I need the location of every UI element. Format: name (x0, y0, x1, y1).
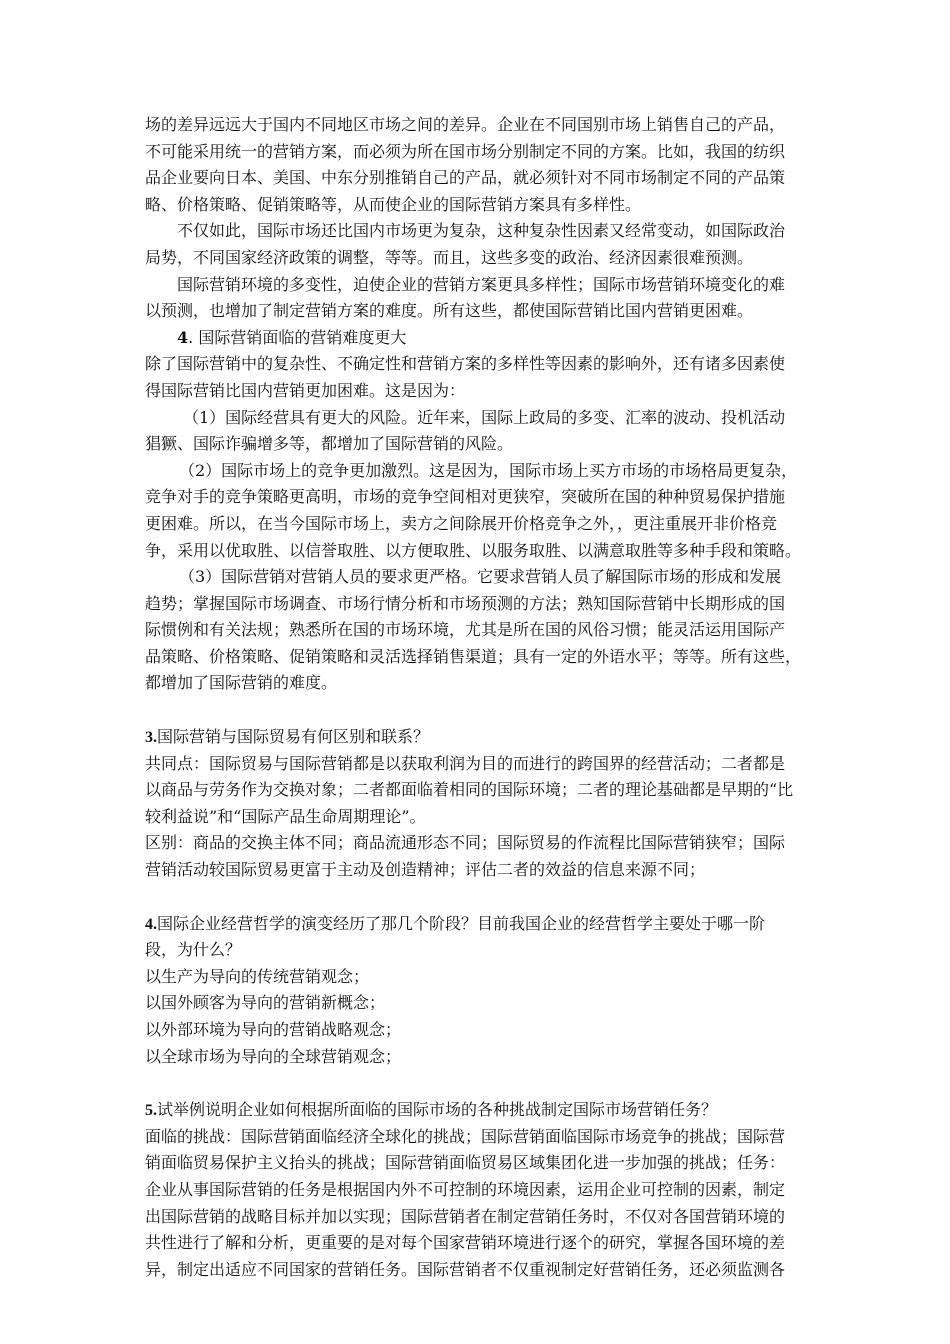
question-text: 国际营销与国际贸易有何区别和联系？ (157, 727, 430, 747)
paragraph-variability (145, 272, 810, 325)
text-line: 营销活动较国际贸易更富于主动及创造精神；评估二者的效益的信息来源不同； (145, 860, 706, 880)
text-line: 际惯例和有关法规；熟悉所在国的市场环境，尤其是所在国的风俗习惯；能灵活运用国际产 (145, 620, 786, 640)
text-line: 以商品与劳务作为交换对象；二者都面临着相同的国际环境；二者的理论基础都是早期的“比 (145, 780, 794, 800)
text-line: 共同点：国际贸易与国际营销都是以获取利润为目的而进行的跨国界的经营活动；二者都是 (145, 753, 786, 773)
heading-number: 4 (177, 327, 189, 347)
paragraph-difficulty-intro (145, 351, 810, 404)
spacer (145, 697, 810, 724)
text-line: 品策略、价格策略、促销策略和灵活选择销售渠道；具有一定的外语水平；等等。所有这些， (145, 646, 802, 666)
heading-text: . 国际营销面临的营销难度更大 (188, 327, 407, 347)
spacer (145, 1070, 810, 1097)
spacer (145, 884, 810, 911)
text-line: 场的差异远远大于国内不同地区市场之间的差异。企业在不同国别市场上销售自己的产品， (145, 115, 786, 134)
text-line: 除了国际营销中的复杂性、不确定性和营销方案的多样性等因素的影响外，还有诸多因素使 (145, 354, 786, 374)
text-line: 以外部环境为导向的营销战略观念； (145, 1020, 402, 1039)
question-text: 试举例说明企业如何根据所面临的国际市场的各种挑战制定国际市场营销任务？ (157, 1100, 718, 1120)
paragraph-complexity (145, 218, 810, 271)
text-line: 共性进行了解和分析，更重要的是对每个国家营销环境进行逐个的研究，掌握各国环境的差 (145, 1233, 786, 1253)
text-line: （1）国际经营具有更大的风险。近年来，国际上政局的多变、汇率的波动、投机活动 (183, 407, 786, 427)
question-text: 国际企业经营哲学的演变经历了那几个阶段？目前我国企业的经营哲学主要处于哪一阶 (157, 913, 766, 933)
question-4 (145, 911, 810, 938)
text-line: 销面临贸易保护主义抬头的挑战；国际营销面临贸易区域集团化进一步加强的挑战；任务： (145, 1153, 786, 1173)
text-line: 以生产为导向的传统营销观念； (145, 966, 370, 986)
text-line: 区别：商品的交换主体不同；商品流通形态不同；国际贸易的作流程比国际营销狭窄；国际 (145, 833, 786, 853)
text-line: 以全球市场为导向的全球营销观念； (145, 1046, 402, 1066)
text-line: 品企业要向日本、美国、中东分别推销自己的产品，就必须针对不同市场制定不同的产品策 (145, 168, 786, 188)
question-number: 5. (145, 1102, 157, 1120)
text-line: 以国外顾客为导向的营销新概念； (145, 993, 386, 1013)
text-line: 国际营销环境的多变性，迫使企业的营销方案更具多样性；国际市场营销环境变化的难 (177, 274, 786, 294)
text-line: （3）国际营销对营销人员的要求更严格。它要求营销人员了解国际市场的形成和发展 (179, 567, 782, 587)
text-line: 以预测，也增加了制定营销方案的难度。所有这些，都使国际营销比国内营销更困难。 (145, 301, 754, 321)
answer-5 (145, 1124, 810, 1284)
text-line: 出国际营销的战略目标并加以实现；国际营销者在制定营销任务时，不仅对各国营销环境的 (145, 1206, 786, 1226)
text-line: 不仅如此，国际市场还比国内市场更为复杂，这种复杂性因素又经常变动，如国际政治 (177, 221, 786, 241)
text-line: 企业从事国际营销的任务是根据国内外不可控制的环境因素，运用企业可控制的因素，制定 (145, 1179, 786, 1199)
text-line: 趋势；掌握国际市场调查、市场行情分析和市场预测的方法；熟知国际营销中长期形成的国 (145, 593, 786, 613)
paragraph-market-differences (145, 112, 810, 218)
question-number: 4. (145, 915, 157, 933)
answer-3 (145, 751, 810, 884)
text-line: 更困难。所以，在当今国际市场上，卖方之间除展开价格竞争之外，，更注重展开非价格竞 (145, 513, 778, 533)
answer-4 (145, 964, 810, 1070)
question-text-continued: 段，为什么？ (145, 940, 242, 960)
text-line: 面临的挑战：国际营销面临经济全球化的挑战；国际营销面临国际市场竞争的挑战；国际营 (145, 1126, 786, 1146)
text-line: 竞争对手的竞争策略更高明，市场的竞争空间相对更狭窄，突破所在国的种种贸易保护措施 (145, 487, 786, 507)
list-item-competition (145, 458, 810, 564)
text-line: 异，制定出适应不同国家的营销任务。国际营销者不仅重视制定好营销任务，还必须监测各 (145, 1259, 786, 1279)
text-line: 猖獗、国际诈骗增多等，都增加了国际营销的风险。 (145, 434, 514, 454)
text-line: 得国际营销比国内营销更加困难。这是因为： (145, 380, 466, 400)
question-5 (145, 1097, 810, 1124)
document-body (145, 112, 810, 1283)
text-line: 不可能采用统一的营销方案，而必须为所在国市场分别制定不同的方案。比如，我国的纺织 (145, 141, 786, 161)
text-line: 都增加了国际营销的难度。 (145, 673, 338, 693)
text-line: 局势，不同国家经济政策的调整，等等。而且，这些多变的政治、经济因素很难预测。 (145, 247, 754, 267)
list-item-personnel (145, 564, 810, 697)
text-line: （2）国际市场上的竞争更加激烈。这是因为，国际市场上买方市场的市场格局更复杂， (179, 460, 798, 480)
text-line: 略、价格策略、促销策略等，从而使企业的国际营销方案具有多样性。 (145, 194, 642, 214)
question-3 (145, 724, 810, 751)
text-line: 争，采用以优取胜、以信誉取胜、以方便取胜、以服务取胜、以满意取胜等多种手段和策略。 (145, 540, 802, 560)
text-line: 较利益说”和“国际产品生命周期理论”。 (145, 806, 426, 826)
section-heading-4 (145, 325, 810, 352)
list-item-risk (145, 405, 810, 458)
question-number: 3. (145, 729, 157, 747)
